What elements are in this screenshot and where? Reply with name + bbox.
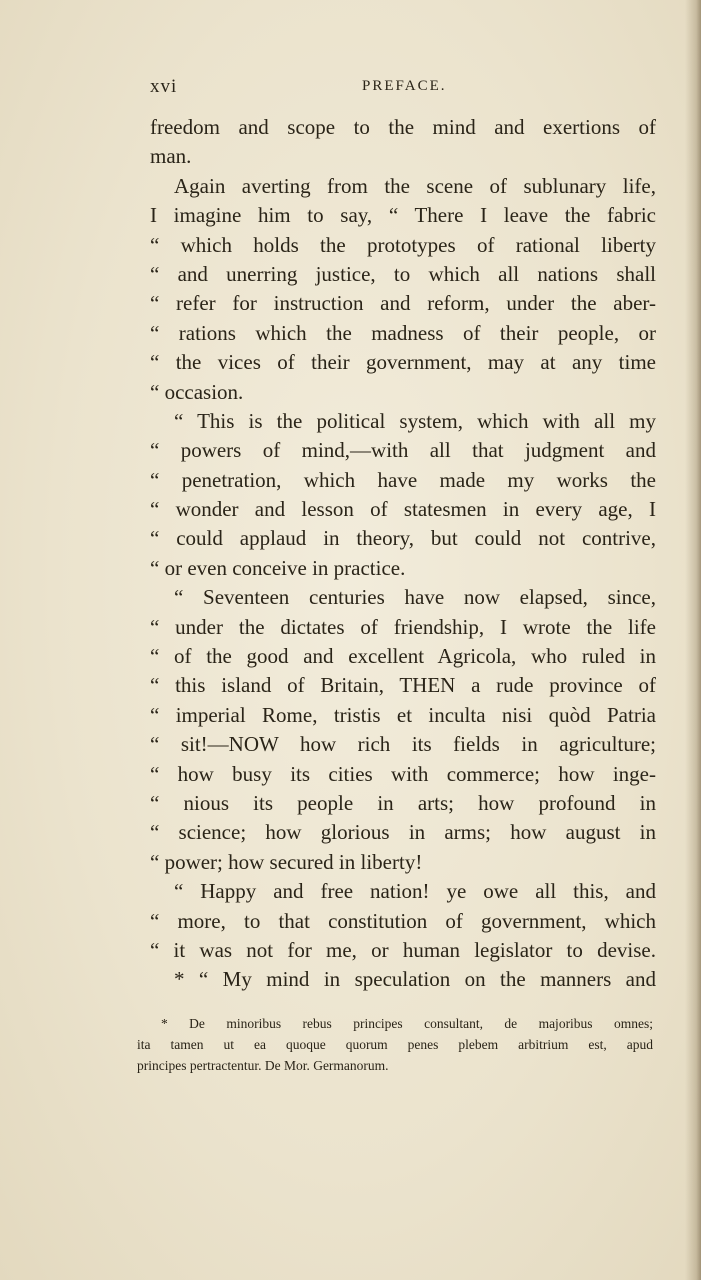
- text-line: “ wonder and lesson of statesmen in every age, I: [150, 497, 656, 522]
- text-line: “ and unerring justice, to which all nations shall: [150, 261, 656, 286]
- text-line: “ of the good and excellent Agricola, who ruled in: [150, 644, 656, 669]
- running-title: PREFACE.: [362, 78, 447, 94]
- text-line: “ rations which the madness of their people, or: [150, 320, 656, 345]
- text-line: “ it was not for me, or human legislator to devise.: [150, 937, 656, 962]
- footnote: [137, 1013, 653, 1076]
- footnote-line: principes pertractentur. De Mor. Germanorum.: [137, 1058, 389, 1073]
- text-line: “ the vices of their government, may at any time: [150, 350, 656, 375]
- text-line: “ nious its people in arts; how profound in: [150, 790, 656, 815]
- text-line: “ or even conceive in practice.: [150, 555, 406, 580]
- text-line: “ power; how secured in liberty!: [150, 849, 423, 874]
- footnote-line: ita tamen ut ea quoque quorum penes plebem arbitrium est, apud: [137, 1037, 653, 1052]
- text-line: “ how busy its cities with commerce; how inge-: [150, 761, 656, 786]
- text-line: “ which holds the prototypes of rational liberty: [150, 232, 656, 257]
- text-line: “ This is the political system, which with all my: [174, 408, 656, 433]
- page-header: [150, 76, 660, 104]
- page-edge-shadow: [685, 0, 701, 1280]
- text-line: “ this island of Britain, THEN a rude province of: [150, 673, 656, 698]
- text-line: Again averting from the scene of sublunary life,: [174, 173, 656, 198]
- text-line: * “ My mind in speculation on the manners and: [174, 967, 656, 992]
- text-line: “ Seventeen centuries have now elapsed, since,: [174, 585, 656, 610]
- text-line: I imagine him to say, “ There I leave the fabric: [150, 203, 656, 228]
- text-line: “ could applaud in theory, but could not contrive,: [150, 526, 656, 551]
- text-line: “ under the dictates of friendship, I wrote the life: [150, 614, 656, 639]
- text-line: “ occasion.: [150, 379, 244, 404]
- text-line: “ sit!—NOW how rich its fields in agriculture;: [150, 732, 656, 757]
- text-line: “ penetration, which have made my works the: [150, 467, 656, 492]
- page-number: xvi: [150, 76, 178, 97]
- text-line: man.: [150, 144, 192, 169]
- text-line: “ Happy and free nation! ye owe all this, and: [174, 879, 656, 904]
- footnote-line: * De minoribus rebus principes consultant, de majoribus omnes;: [161, 1016, 653, 1031]
- text-line: “ refer for instruction and reform, under the aber-: [150, 291, 656, 316]
- text-line: “ more, to that constitution of government, which: [150, 908, 656, 933]
- body-text: [150, 113, 656, 995]
- text-line: freedom and scope to the mind and exertions of: [150, 115, 656, 139]
- text-line: “ science; how glorious in arms; how august in: [150, 820, 656, 845]
- text-line: “ imperial Rome, tristis et inculta nisi quòd Patria: [150, 702, 656, 727]
- text-line: “ powers of mind,—with all that judgment and: [150, 438, 656, 463]
